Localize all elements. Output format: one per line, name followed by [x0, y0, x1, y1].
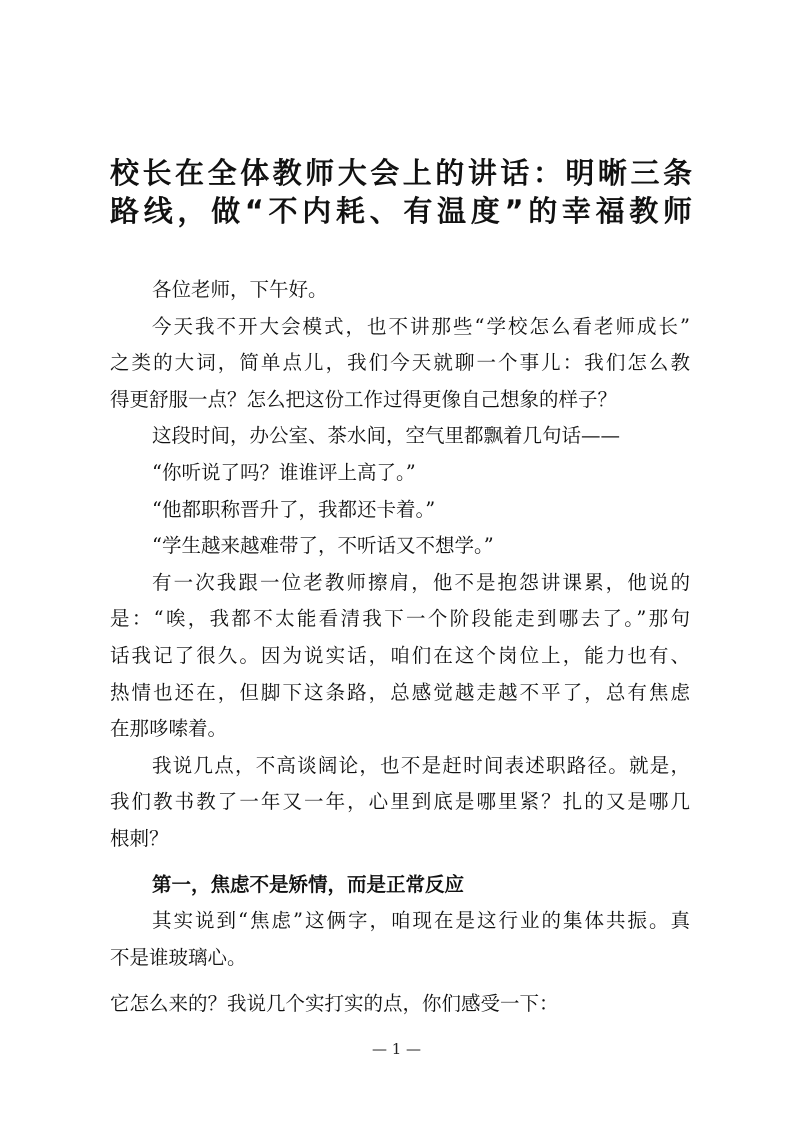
title-line-2: 路线，做“不内耗、有温度”的幸福教师	[110, 194, 692, 228]
text-line: 我们教书教了一年又一年，心里到底是哪里紧？扎的又是哪几	[110, 790, 690, 814]
text-line: 在那哆嗦着。	[110, 717, 228, 741]
text-line: 它怎么来的？我说几个实打实的点，你们感受一下：	[110, 992, 559, 1016]
text-line: “他都职称晋升了，我都还卡着。”	[152, 497, 436, 521]
text-line: 是：“唉，我都不太能看清我下一个阶段能走到哪去了。”那句	[110, 607, 690, 631]
text-line: “你听说了吗？谁谁评上高了。”	[152, 460, 416, 484]
text-line: 其实说到“焦虑”这俩字，咱现在是这行业的集体共振。真	[152, 909, 690, 933]
text-line: 之类的大词，简单点儿，我们今天就聊一个事儿：我们怎么教	[110, 351, 690, 375]
text-line: 今天我不开大会模式，也不讲那些“学校怎么看老师成长”	[152, 314, 690, 338]
title-line-1: 校长在全体教师大会上的讲话：明晰三条	[110, 156, 692, 190]
text-line: 不是谁玻璃心。	[110, 945, 247, 969]
document-body	[110, 272, 690, 1023]
section-heading: 第一，焦虑不是矫情，而是正常反应	[152, 872, 465, 896]
page-number: — 1 —	[371, 1040, 422, 1058]
text-line: “学生越来越难带了，不听话又不想学。”	[152, 534, 494, 558]
text-line: 有一次我跟一位老教师擦肩，他不是抱怨讲课累，他说的	[152, 570, 690, 594]
text-line: 热情也还在，但脚下这条路，总感觉越走越不平了，总有焦虑	[110, 680, 690, 704]
text-line: 我说几点，不高谈阔论，也不是赶时间表述职路径。就是，	[152, 753, 690, 777]
text-line: 这段时间，办公室、茶水间，空气里都飘着几句话——	[152, 424, 621, 448]
text-line: 根刺？	[110, 826, 169, 850]
text-line: 得更舒服一点？怎么把这份工作过得更像自己想象的样子？	[110, 387, 618, 411]
text-line: 各位老师，下午好。	[152, 278, 328, 301]
text-line: 话我记了很久。因为说实话，咱们在这个岗位上，能力也有、	[110, 643, 690, 667]
document-title	[110, 154, 692, 230]
